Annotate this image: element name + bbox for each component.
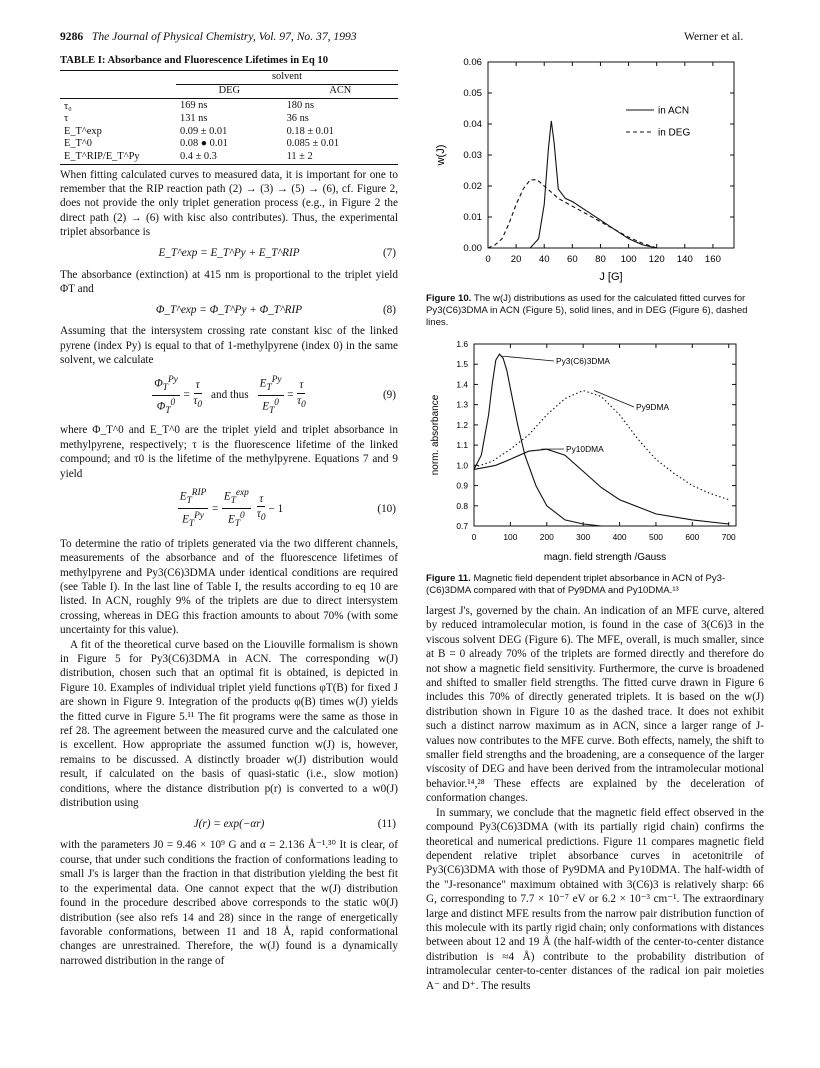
equation-7 [60,245,398,263]
annotation-leader [594,391,634,407]
table-cell: 0.18 ± 0.01 [286,125,334,137]
y-tick-label: 1.6 [456,339,468,349]
series-annotation: Py3(C6)3DMA [556,356,610,366]
x-tick-label: 100 [503,532,518,542]
x-tick-label: 500 [648,532,663,542]
paragraph: To determine the ratio of triplets generated via the two different channels, measurements of the absorbance and of the fluorescence lifetimes of methylpyrene and Py3(C6)3DMA under identical conditions are required (see Table I). In the last line of Table I, the results according to eq 10 are listed. In ACN, roughly 9% of the triplets are due to direct intersystem crossing, whereas in DEG this fraction amounts to about 70% (with some uncertainty for this value). [60,537,398,637]
paragraph: Assuming that the intersystem crossing rate constant kisc of the linked pyrene (index Py) is equal to that of 1-methylpyrene (index 0) in the same solvent, we calculate [60,325,398,367]
x-tick-label: 0 [485,254,491,265]
x-axis-label: J [G] [599,271,623,283]
figure-11-chart [426,336,764,568]
left-column [60,54,398,968]
equation-number: (9) [382,389,396,402]
legend-label: in ACN [658,105,690,117]
y-tick-label: 1.4 [456,379,468,390]
series-annotation: Py10DMA [566,444,604,454]
y-axis-label: w(J) [435,144,447,166]
y-tick-label: 1.2 [456,419,468,430]
table-row [60,113,398,126]
paragraph: with the parameters J0 = 9.46 × 10⁹ G and α = 2.136 Å⁻¹.³⁰ It is clear, of course, that under such conditions the fraction of conformations leading to small J's is larger than the fraction in that distribution yielding the best fit to the experimental data. One cannot expect that the w(J) distribution found in the procedure described above corresponds to the static w0(J) distribution (see also refs 14 and 28) since in the range of energetically favorable conformations, between 11 and 18 Å, rapid conformational changes are unrestrained. Therefore, the w(J) found is a dynamically narrowed distribution in the range of [60,839,398,967]
table-row-label: E_T^RIP/E_T^Py [64,150,140,162]
paragraph: largest J's, governed by the chain. An indication of an MFE curve, altered by reduced intramolecular motion, is found in the case of 3(C6)3 in the viscous solvent DEG (Figure 6). The MFE, overall, is much smaller, since at B = 0 already 70% of the triplets are formed directly and therefore do not show a magnetic field sensitivity. Furthermore, the curve is broadened and shifted to smaller field strengths. The fitted curve drawn in Figure 6 includes this 70% of directly generated triplets. It is based on the w(J) distribution shown in Figure 10 as the dashed trace. It does not exhibit such a distinct narrow maximum as in ACN, since a larger range of J-values now contributes to the MFE curve. Both effects, namely, the shift to smaller field strengths and the broadening, are a consequence of the larger viscosity of DEG and have been derived from the intramolecular motional behavior.¹⁴,²⁸ These effects are explained by the deceleration of conformation changes. [426,605,764,805]
header-authors: Werner et al. [684,30,744,43]
table-caption: TABLE I: Absorbance and Fluorescence Lifetimes in Eq 10 [60,55,328,66]
figure-10-chart [426,52,764,288]
figure-10 [426,52,764,329]
x-tick-label: 60 [567,254,578,265]
y-tick-label: 1.1 [456,440,468,451]
y-tick-label: 0.9 [456,480,468,491]
paragraph: When fitting calculated curves to measured data, it is important for one to remember that the RIP reaction path (2) → (3) → (5) → (6), cf. Figure 2, does not provide the only triplet generation process (e.g., in Figure 2 the direct path (2) → (6) with kisc also contributes). Thus, the experimental triplet absorbance is [60,168,398,239]
equation-text: and thus [211,389,249,402]
equation-body: Φ_T^exp = Φ_T^Py + Φ_T^RIP [155,304,303,317]
y-tick-label: 0.8 [456,500,468,511]
table-cell: 131 ns [180,113,208,125]
y-tick-label: 0.04 [463,119,482,130]
y-tick-label: 1.0 [456,460,468,471]
table-cell: 0.4 ± 0.3 [180,150,217,162]
y-tick-label: 0.01 [463,212,482,223]
lifetimes-table [60,70,398,164]
x-axis-label: magn. field strength /Gauss [543,552,667,563]
plot-frame [488,62,734,248]
equation-9: $\frac{\Phi_T^{Py}}{\Phi_T^0}$ = $\frac{\tau}{\tau_0}$ and thus $\frac{E_T^{Py}}{E_T^0}$ = $\frac{\tau}{\tau_0}$ (9) [154,374,396,416]
y-tick-label: 0.02 [463,181,482,192]
equation-number: (11) [377,818,396,831]
x-tick-label: 0 [471,532,477,542]
caption-label: Figure 11. [426,573,471,584]
table-row [60,138,398,151]
page-header [60,30,357,43]
series-line-1 [488,121,657,248]
table-row-label: τ [64,113,69,125]
x-tick-label: 200 [539,532,554,542]
x-tick-label: 100 [620,254,637,265]
paragraph: A fit of the theoretical curve based on the Liouville formalism is shown in Figure 5 for Py3(C6)3DMA in ACN. The corresponding w(J) distribution, chosen such that an optimal fit is obtained, is depicted in Figure 10. Examples of individual triplet yield functions φT(B) for fixed J are shown in Figure 9. Integration of the products φ(B) times w(J) yields the fitted curve in Figure 5.¹¹ The fit programs were the same as those in ref 28. The agreement between the measured curve and the calculated one is excellent. How appropriate the assumed function w(J) is, however, remains to be discussed. A distinctly broader w(J) distribution would result, if calculated on the basis of quasi-static (i.e., slow motion) conditions, where the distance distribution p(r) is converted to a w0(J) distribution using [60,638,398,810]
table-cell: 11 ± 2 [286,150,313,162]
y-tick-label: 0.06 [463,57,482,68]
table-cell: 36 ns [286,113,309,125]
y-tick-label: 0.05 [463,88,482,99]
table-row [60,98,398,113]
paragraph: where Φ_T^0 and E_T^0 are the triplet yield and triplet absorbance in methylpyrene, respectively; τ is the fluorescence lifetime of the linked compound; and τ0 is the lifetime of the methylpyrene. Equations 7 and 9 yield [60,424,398,480]
y-tick-label: 1.5 [456,359,468,370]
series-annotation: Py9DMA [636,402,670,412]
figure-11-caption [426,573,764,597]
x-tick-label: 700 [721,532,736,542]
x-tick-label: 80 [595,254,606,265]
table-row [60,151,398,164]
series-line-3 [474,449,729,524]
table-cell: 169 ns [180,99,208,111]
y-tick-label: 0.03 [463,150,482,161]
equation-11 [60,815,398,833]
x-tick-label: 20 [510,254,522,265]
table-col-header: DEG [218,85,240,96]
equation-number: (7) [382,247,396,260]
caption-text: Magnetic field dependent triplet absorbance in ACN of Py3-(C6)3DMA compared with that of Py9DMA and Py10DMA.¹³ [426,573,726,596]
series-line-2 [488,180,657,248]
plot-frame [474,344,736,526]
series-line-1 [474,354,601,526]
x-tick-label: 40 [538,254,550,265]
x-tick-label: 600 [685,532,700,542]
equation-8 [60,301,398,319]
legend-label: in DEG [658,127,691,139]
y-tick-label: 0.00 [463,243,482,254]
x-tick-label: 300 [576,532,591,542]
x-tick-label: 160 [704,254,721,265]
annotation-leader [502,356,554,361]
x-tick-label: 400 [612,532,627,542]
table-cell: 0.09 ± 0.01 [180,125,228,137]
caption-text: The w(J) distributions as used for the calculated fitted curves for Py3(C6)3DMA in ACN (Figure 5), solid lines, and in DEG (Figure 6), dashed lines. [426,293,748,328]
y-tick-label: 0.7 [456,521,468,531]
equation-number: (10) [377,502,396,515]
paragraph: In summary, we conclude that the magnetic field effect observed in the compound Py3(C6)3DMA (with its partially rigid chain) confirms the theoretical and numerical predictions. Figure 11 compares magnetic field dependent relative triplet absorbance curves in acetonitrile of Py3(C6)3DMA with those of Py9DMA and Py10DMA. The half-width of the "J-resonance" maximum obtained with 3(C6)3 is relatively sharp: 66 G, corresponding to 7.7 × 10⁻⁷ eV or 6.2 × 10⁻³ cm⁻¹. The extraordinary large and distinct MFE results from the narrow pair distribution function of this molecule with its partly rigid chain; only conformations with distances between about 12 and 19 Å (the half-width of the center-to-center distance distribution is ≈4 Å) contribute to the probability distribution of intramolecular center-to-center distances of the radical ion pair moieties A⁻ and D⁺. The results [426,806,764,992]
table-row-label: E_T^exp [64,125,102,137]
right-column [426,604,764,993]
table-cell: 0.08 ● 0.01 [180,138,228,150]
caption-label: Figure 10. [426,293,472,304]
equation-text: − 1 [268,502,284,515]
equation-number: (8) [382,304,396,317]
y-tick-label: 1.3 [456,399,468,410]
figure-10-caption [426,293,764,329]
table-group-header: solvent [176,71,398,85]
table-row-label: τ₀ [64,100,72,112]
page-number: 9286 [60,30,84,43]
y-axis-label: norm. absorbance [430,394,441,476]
x-tick-label: 120 [648,254,665,265]
x-tick-label: 140 [676,254,693,265]
figure-11 [426,336,764,597]
equation-body: E_T^exp = E_T^Py + E_T^RIP [158,247,300,260]
table-row-label: E_T^0 [64,138,92,150]
journal-name: The Journal of Physical Chemistry, Vol. 97, No. 37, 1993 [91,30,357,43]
table-cell: 180 ns [286,99,315,111]
table-col-header: ACN [329,85,352,96]
equation-body: J(r) = exp(−αr) [193,818,265,831]
equation-10: $\frac{E_T^{RIP}}{E_T^{Py}}$ = $\frac{E_T^{exp}}{E_T^0}$ $\frac{\tau}{\tau_0}$ − 1 (10) [179,488,396,530]
paragraph: The absorbance (extinction) at 415 nm is proportional to the triplet yield ΦT and [60,268,398,295]
table-cell: 0.085 ± 0.01 [286,138,340,150]
table-row [60,126,398,139]
